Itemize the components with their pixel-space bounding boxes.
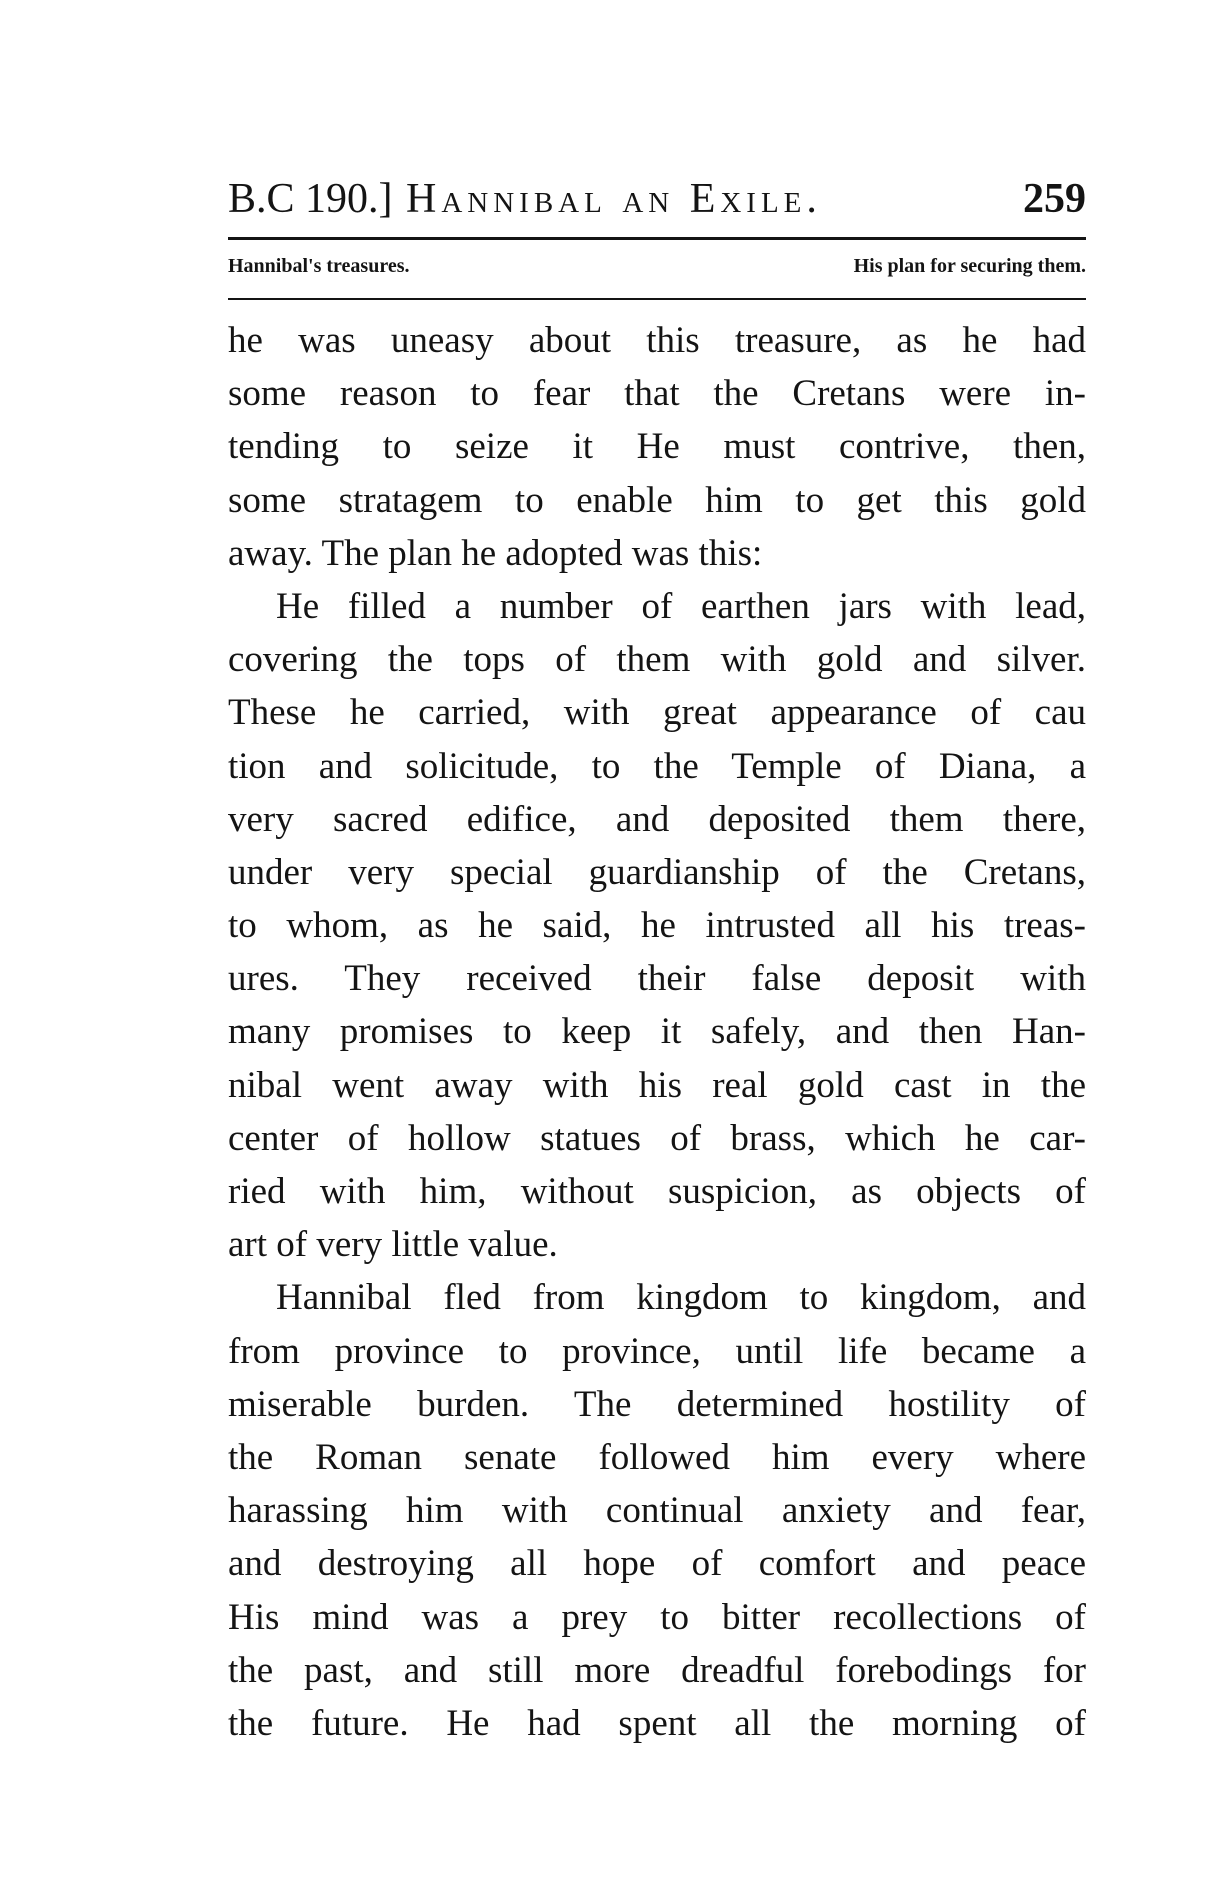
page-number: 259 xyxy=(1023,176,1086,222)
header-title: Hannibal an Exile. xyxy=(406,176,822,222)
text-line: ures. They received their false deposit with xyxy=(228,958,1086,1000)
text-line: the past, and still more dreadful forebodings for xyxy=(228,1649,1086,1691)
body-text xyxy=(228,314,1086,1750)
text-line: tion and solicitude, to the Temple of Diana, a xyxy=(228,745,1086,787)
text-line: These he carried, with great appearance of cau xyxy=(228,692,1086,734)
text-line: Hannibal fled from kingdom to kingdom, and xyxy=(276,1277,1086,1319)
running-head xyxy=(228,168,1086,230)
text-line: the future. He had spent all the morning of xyxy=(228,1702,1086,1744)
text-line: very sacred edifice, and deposited them there, xyxy=(228,798,1086,840)
subheader-left: Hannibal's treasures. xyxy=(228,255,410,277)
subheader-right: His plan for securing them. xyxy=(853,255,1086,277)
text-line: nibal went away with his real gold cast in the xyxy=(228,1064,1086,1106)
text-line: the Roman senate followed him every where xyxy=(228,1436,1086,1478)
text-line: covering the tops of them with gold and silver. xyxy=(228,639,1086,681)
text-line: some reason to fear that the Cretans were in- xyxy=(228,373,1086,415)
text-line: miserable burden. The determined hostility of xyxy=(228,1383,1086,1425)
text-line: away. The plan he adopted was this: xyxy=(228,532,763,574)
text-line: harassing him with continual anxiety and fear, xyxy=(228,1490,1086,1532)
text-line: tending to seize it He must contrive, then, xyxy=(228,426,1086,468)
text-line: center of hollow statues of brass, which he car- xyxy=(228,1117,1086,1159)
text-line: he was uneasy about this treasure, as he had xyxy=(228,320,1086,361)
header-rule xyxy=(228,237,1086,240)
text-line: He filled a number of earthen jars with lead, xyxy=(276,585,1086,627)
subheader xyxy=(228,244,1086,288)
text-line: under very special guardianship of the Cretans, xyxy=(228,851,1086,893)
text-line: from province to province, until life became a xyxy=(228,1330,1086,1372)
text-line: to whom, as he said, he intrusted all his treas- xyxy=(228,905,1086,947)
text-line: many promises to keep it safely, and then Han- xyxy=(228,1011,1086,1053)
text-line: some stratagem to enable him to get this gold xyxy=(228,479,1086,521)
text-line: and destroying all hope of comfort and peace xyxy=(228,1543,1086,1585)
header-date: B.C 190.] xyxy=(228,176,393,222)
text-line: His mind was a prey to bitter recollections of xyxy=(228,1596,1086,1638)
subheader-rule xyxy=(228,298,1086,300)
text-line: art of very little value. xyxy=(228,1224,558,1266)
text-line: ried with him, without suspicion, as objects of xyxy=(228,1171,1086,1212)
